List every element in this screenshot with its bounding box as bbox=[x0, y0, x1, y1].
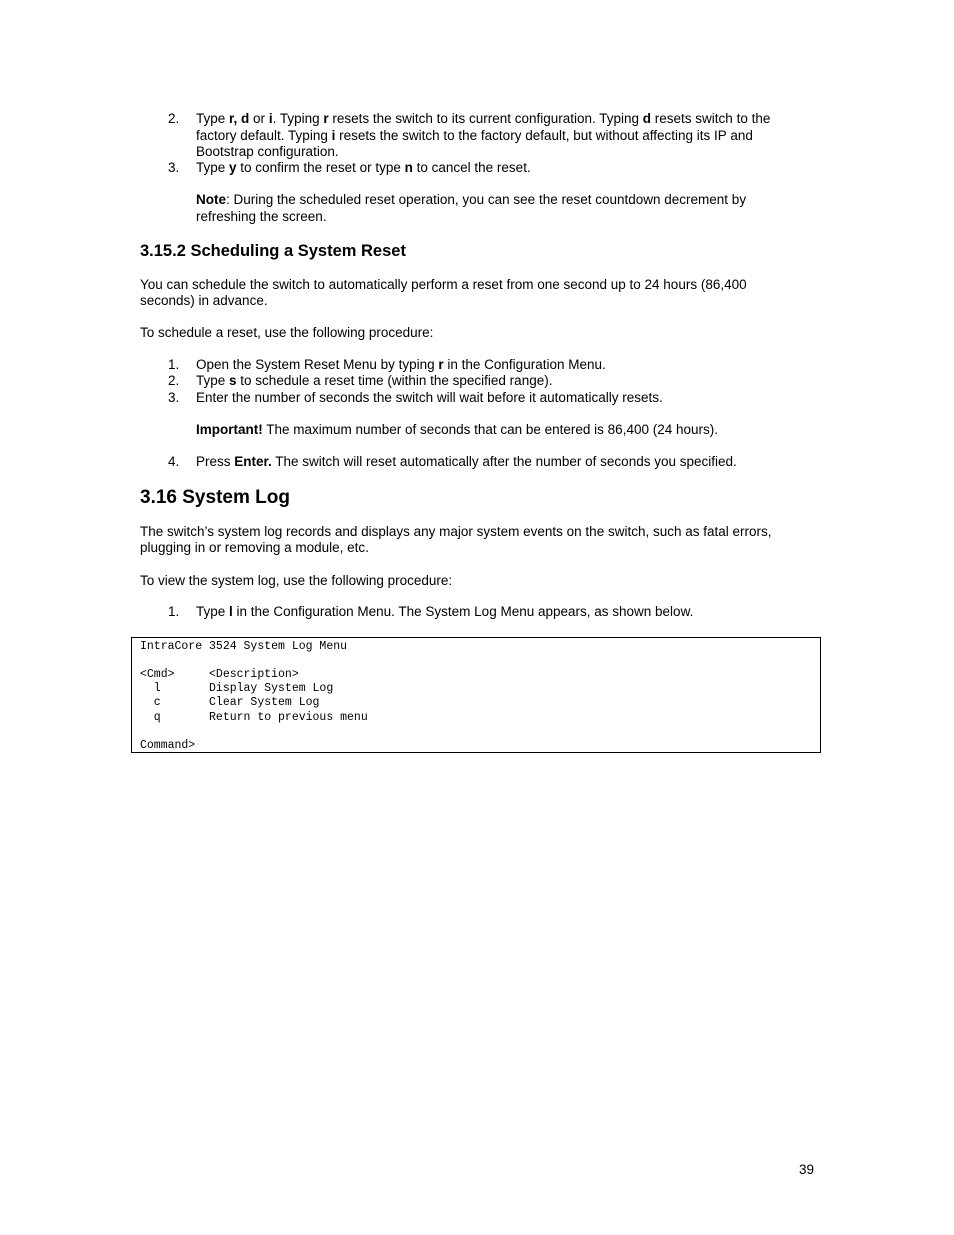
list-number: 4. bbox=[168, 454, 180, 469]
schedule-step-4: Press Enter. The switch will reset automatically after the number of seconds you specified. bbox=[196, 454, 737, 469]
list-number: 2. bbox=[168, 373, 180, 388]
console-screen bbox=[131, 637, 821, 753]
console-prompt: Command> bbox=[140, 739, 196, 752]
page-number: 39 bbox=[798, 1162, 814, 1177]
note-line-1: Note: During the scheduled reset operation, you can see the reset countdown decrement by bbox=[196, 192, 747, 207]
schedule-step-3: Enter the number of seconds the switch will wait before it automatically resets. bbox=[196, 390, 663, 405]
console-header: <Cmd> <Description> bbox=[140, 668, 299, 681]
important-note: Important! The maximum number of seconds that can be entered is 86,400 (24 hours). bbox=[196, 422, 718, 437]
console-row: q Return to previous menu bbox=[140, 711, 368, 724]
paragraph-line: plugging in or removing a module, etc. bbox=[140, 540, 369, 555]
paragraph-line: The switch’s system log records and displays any major system events on the switch, such as fatal errors, bbox=[140, 524, 772, 539]
schedule-step-1: Open the System Reset Menu by typing r in the Configuration Menu. bbox=[196, 357, 606, 372]
step-2-line-2: factory default. Typing i resets the switch to the factory default, but without affecting its IP and bbox=[196, 128, 753, 143]
list-number: 1. bbox=[168, 604, 180, 619]
paragraph-line: You can schedule the switch to automatically perform a reset from one second up to 24 hours (86,400 bbox=[140, 277, 747, 292]
console-title: IntraCore 3524 System Log Menu bbox=[140, 640, 348, 653]
list-number: 3. bbox=[168, 390, 180, 405]
step-2-line-1: Type r, d or i. Typing r resets the switch to its current configuration. Typing d resets switch to the bbox=[196, 111, 771, 126]
paragraph-line: To view the system log, use the following procedure: bbox=[140, 573, 453, 588]
section-heading-3-16: 3.16 System Log bbox=[140, 487, 290, 508]
step-3-line: Type y to confirm the reset or type n to cancel the reset. bbox=[196, 160, 531, 175]
console-row: l Display System Log bbox=[140, 682, 334, 695]
step-2-line-3: Bootstrap configuration. bbox=[196, 144, 339, 159]
list-number: 1. bbox=[168, 357, 180, 372]
section-heading-3-15-2: 3.15.2 Scheduling a System Reset bbox=[140, 242, 406, 260]
paragraph-line: To schedule a reset, use the following procedure: bbox=[140, 325, 434, 340]
list-number: 3. bbox=[168, 160, 180, 175]
schedule-step-2: Type s to schedule a reset time (within the specified range). bbox=[196, 373, 553, 388]
syslog-step-1: Type l in the Configuration Menu. The System Log Menu appears, as shown below. bbox=[196, 604, 694, 619]
list-number: 2. bbox=[168, 111, 180, 126]
console-row: c Clear System Log bbox=[140, 696, 320, 709]
paragraph-line: seconds) in advance. bbox=[140, 293, 268, 308]
note-line-2: refreshing the screen. bbox=[196, 209, 327, 224]
